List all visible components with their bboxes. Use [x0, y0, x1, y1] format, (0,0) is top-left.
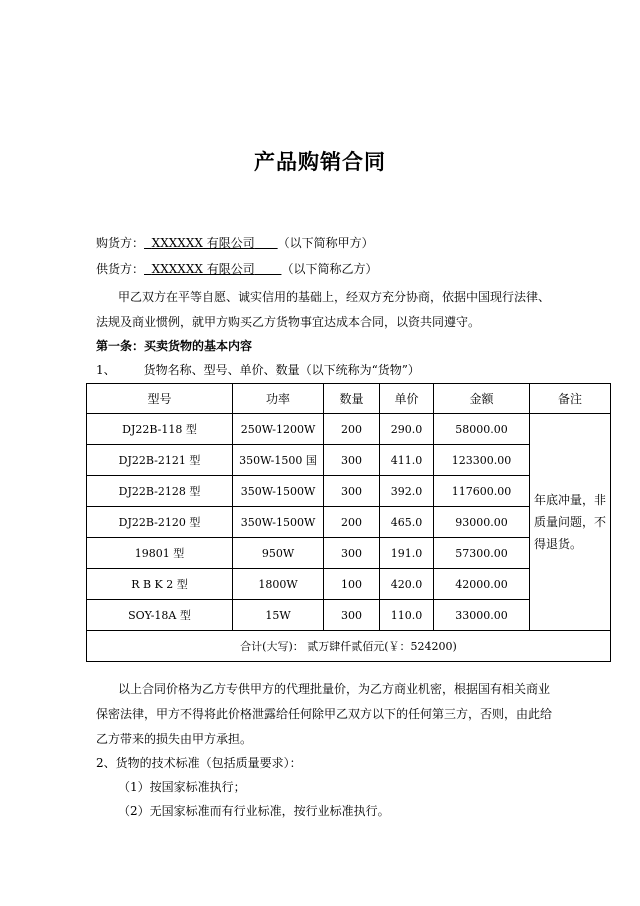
item1-number: 1、: [96, 363, 116, 377]
price-note-line-2: 保密法律，甲方不得将此价格泄露给任何除甲乙双方以下的任何第三方，否则，由此给: [96, 707, 553, 721]
cell-unit-price: 110.0: [380, 600, 434, 631]
cell-amount: 42000.00: [434, 569, 530, 600]
cell-unit-price: 191.0: [380, 538, 434, 569]
total-amount: 合计(大写)： 贰万肆仟贰佰元(￥：524200): [87, 631, 611, 662]
seller-line: [96, 261, 377, 277]
cell-unit-price: 290.0: [380, 414, 434, 445]
item2-line: 2、货物的技术标准（包括质量要求）：: [96, 756, 302, 770]
header-unit-price: 单价: [380, 384, 434, 414]
header-power: 功率: [233, 384, 324, 414]
article1-heading: 第一条：买卖货物的基本内容: [96, 339, 253, 353]
header-remark: 备注: [530, 384, 611, 414]
cell-quantity: 200: [324, 414, 380, 445]
cell-amount: 58000.00: [434, 414, 530, 445]
cell-model: DJ22B-2121 型: [87, 445, 233, 476]
cell-unit-price: 411.0: [380, 445, 434, 476]
cell-power: 350W-1500 国: [233, 445, 324, 476]
seller-suffix: （以下简称乙方）: [281, 262, 378, 276]
cell-power: 1800W: [233, 569, 324, 600]
cell-amount: 117600.00: [434, 476, 530, 507]
cell-model: DJ22B-118 型: [87, 414, 233, 445]
cell-quantity: 300: [324, 476, 380, 507]
cell-model: SOY-18A 型: [87, 600, 233, 631]
cell-quantity: 300: [324, 445, 380, 476]
cell-power: 950W: [233, 538, 324, 569]
table-header-row: [87, 384, 611, 414]
seller-label: 供货方：: [96, 262, 145, 276]
cell-power: 350W-1500W: [233, 507, 324, 538]
standard-2: （2）无国家标准而有行业标准，按行业标准执行。: [118, 804, 390, 818]
item1-text: 货物名称、型号、单价、数量（以下统称为“货物”）: [143, 363, 420, 377]
cell-amount: 123300.00: [434, 445, 530, 476]
cell-quantity: 300: [324, 538, 380, 569]
price-note-line-1: 以上合同价格为乙方专供甲方的代理批量价，为乙方商业机密，根据国有相关商业: [118, 682, 551, 696]
header-amount: 金额: [434, 384, 530, 414]
cell-unit-price: 465.0: [380, 507, 434, 538]
buyer-line: [96, 235, 374, 251]
standard-1: （1）按国家标准执行；: [118, 780, 246, 794]
cell-amount: 33000.00: [434, 600, 530, 631]
cell-amount: 57300.00: [434, 538, 530, 569]
cell-unit-price: 392.0: [380, 476, 434, 507]
cell-unit-price: 420.0: [380, 569, 434, 600]
cell-model: R B K 2 型: [87, 569, 233, 600]
document-title: 产品购销合同: [254, 150, 386, 174]
cell-model: DJ22B-2120 型: [87, 507, 233, 538]
buyer-label: 购货方：: [96, 236, 145, 250]
table-total-row: [87, 631, 611, 662]
cell-quantity: 200: [324, 507, 380, 538]
price-note-line-3: 乙方带来的损失由甲方承担。: [96, 732, 253, 746]
seller-name: XXXXXX 有限公司: [151, 262, 255, 276]
item1-line: [96, 362, 420, 378]
goods-table: [86, 383, 611, 662]
header-quantity: 数量: [324, 384, 380, 414]
cell-quantity: 100: [324, 569, 380, 600]
cell-model: DJ22B-2128 型: [87, 476, 233, 507]
cell-quantity: 300: [324, 600, 380, 631]
intro-line-1: 甲乙双方在平等自愿、诚实信用的基础上，经双方充分协商，依据中国现行法律、: [118, 290, 551, 304]
cell-model: 19801 型: [87, 538, 233, 569]
cell-power: 250W-1200W: [233, 414, 324, 445]
remark-cell: 年底冲量，非质量问题，不得退货。: [530, 414, 611, 631]
cell-amount: 93000.00: [434, 507, 530, 538]
header-model: 型号: [87, 384, 233, 414]
buyer-suffix: （以下简称甲方）: [277, 236, 374, 250]
cell-power: 350W-1500W: [233, 476, 324, 507]
intro-line-2: 法规及商业惯例，就甲方购买乙方货物事宜达成本合同，以资共同遵守。: [96, 315, 481, 329]
table-row: [87, 414, 611, 445]
cell-power: 15W: [233, 600, 324, 631]
buyer-name: XXXXXX 有限公司: [151, 236, 255, 250]
